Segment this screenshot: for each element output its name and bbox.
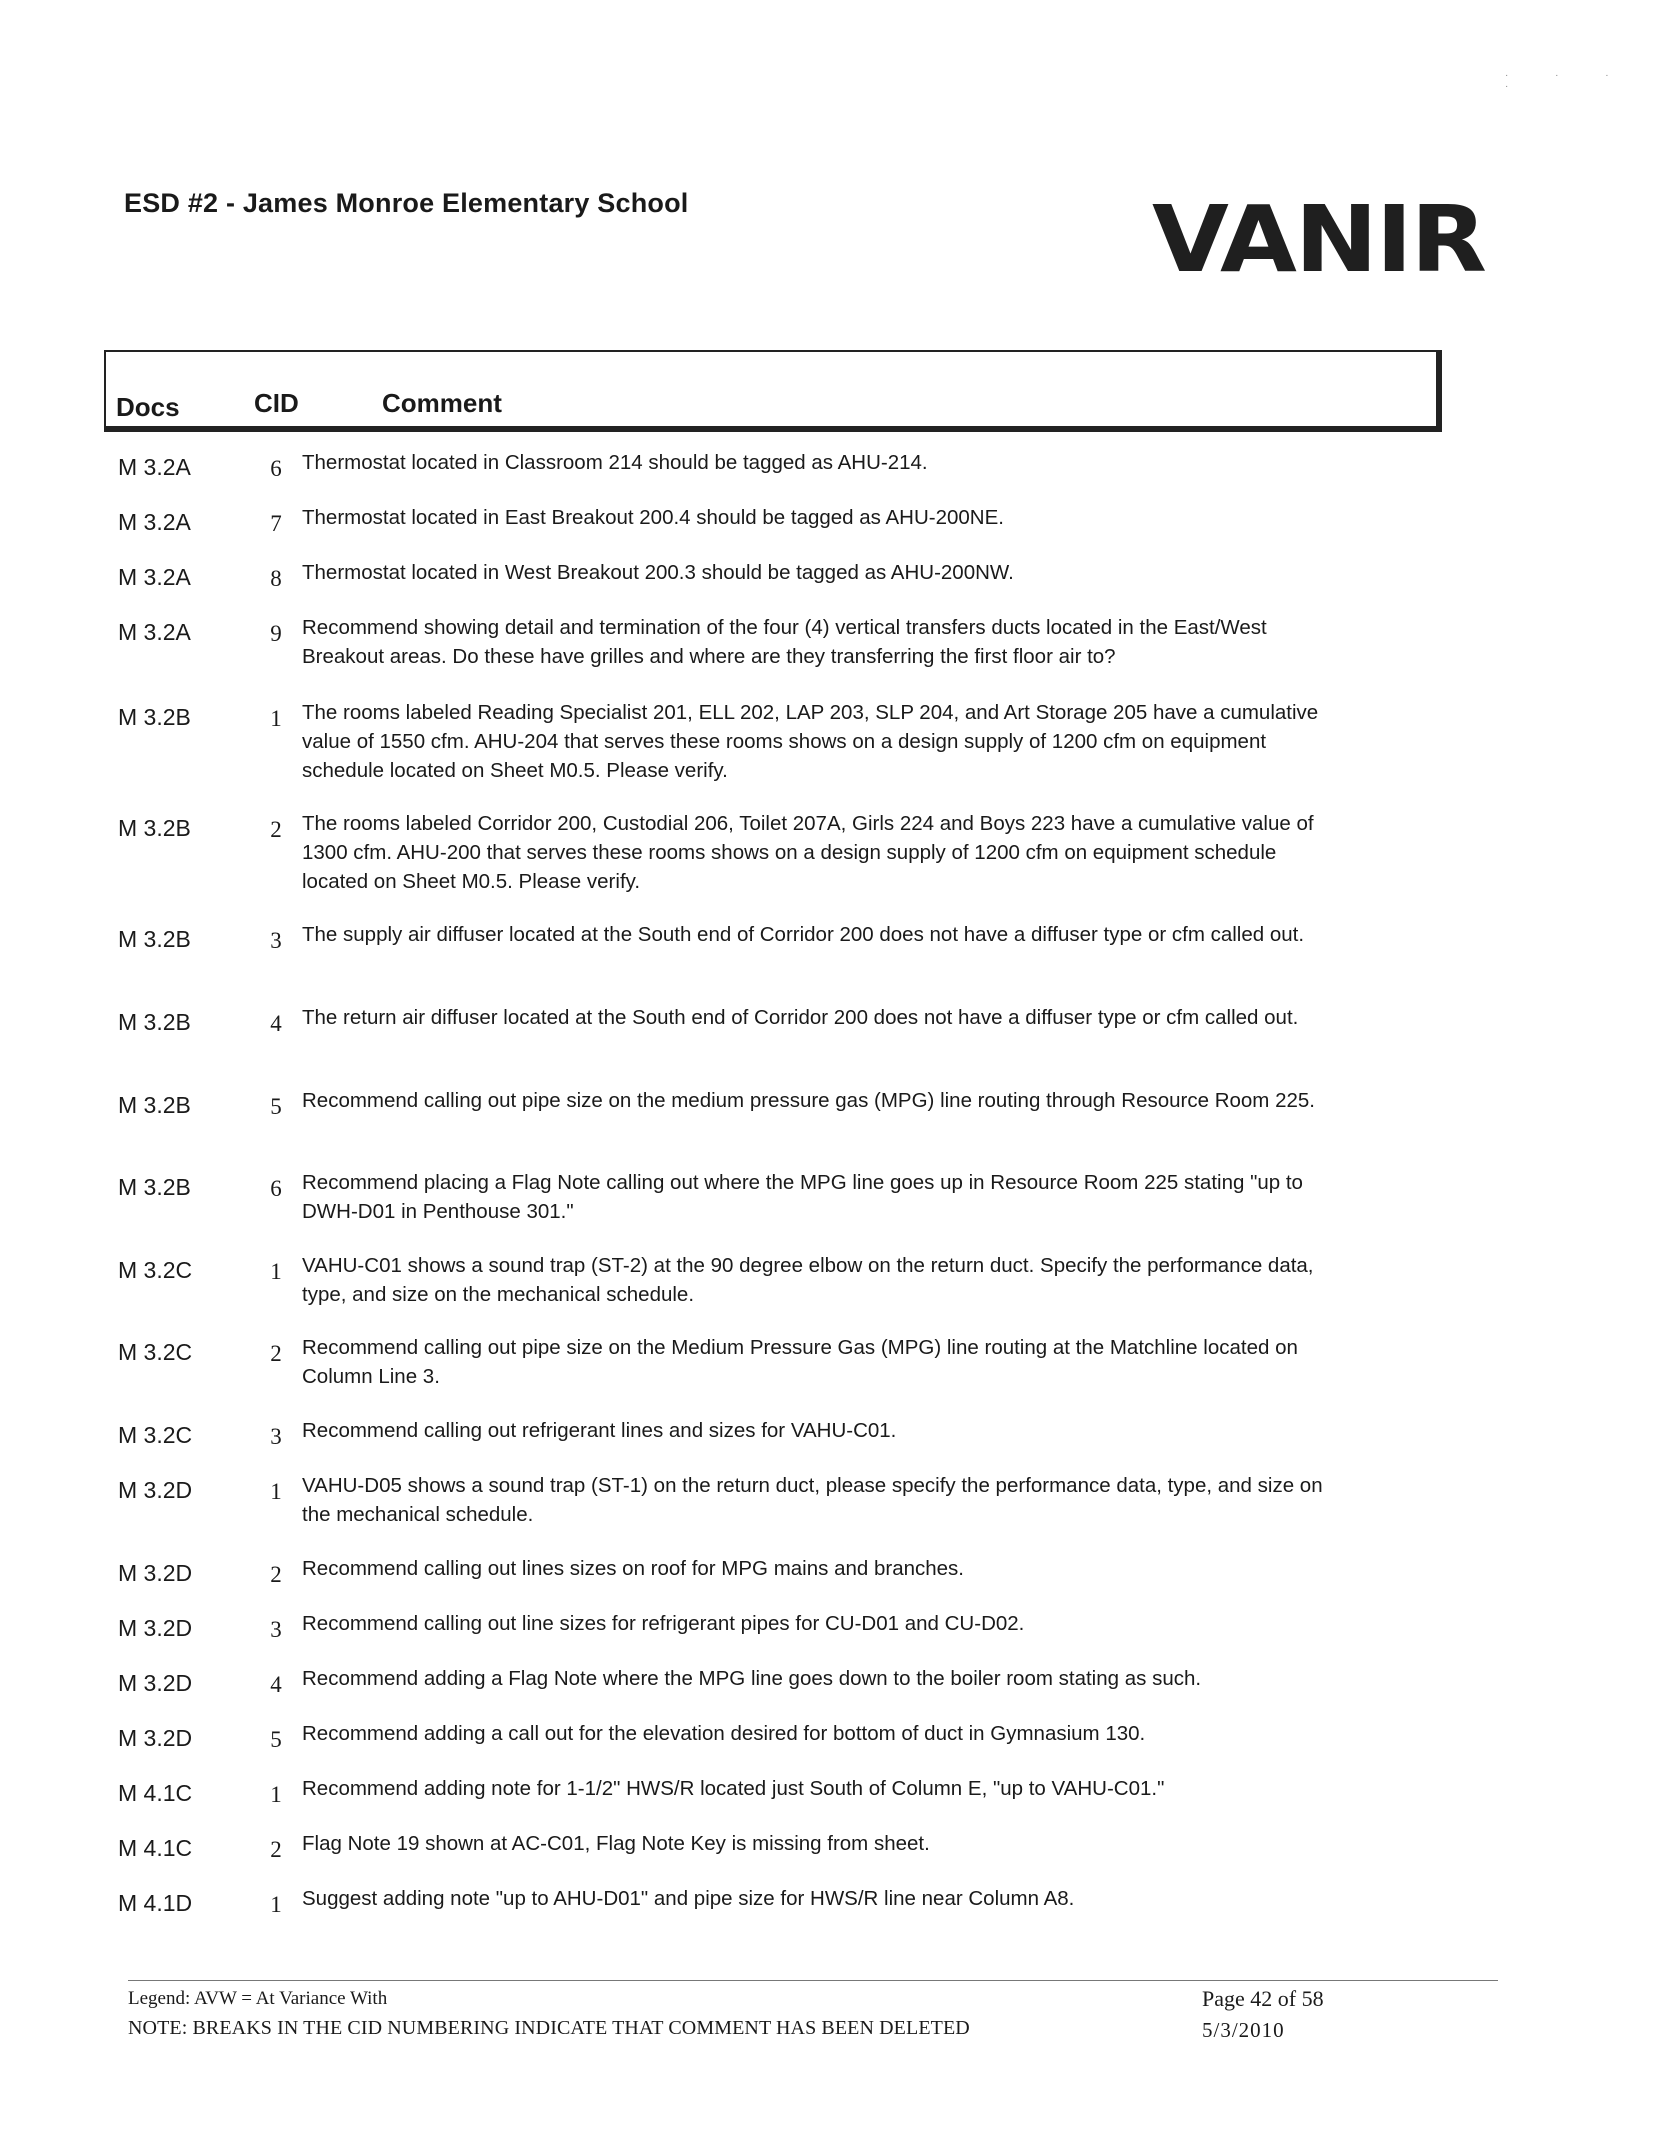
row-cid: 3: [270, 1424, 282, 1449]
row-doc: M 4.1D: [118, 1890, 193, 1916]
row-cid: 6: [270, 456, 282, 481]
row-comment: VAHU-D05 shows a sound trap (ST-1) on the return duct, please specify the performance data, type, and size on the mechanical schedule.: [302, 1474, 1323, 1526]
row-doc: M 3.2C: [118, 1339, 193, 1365]
row-comment: Recommend calling out lines sizes on roof for MPG mains and branches.: [302, 1557, 965, 1580]
row-comment: Recommend placing a Flag Note calling out where the MPG line goes up in Resource Room 225 stating "up to DWH-D01 in Penthouse 301.": [302, 1171, 1303, 1223]
row-comment: Recommend calling out pipe size on the medium pressure gas (MPG) line routing through Resource Room 225.: [302, 1089, 1315, 1112]
row-doc: M 3.2B: [118, 815, 191, 841]
row-comment: The rooms labeled Reading Specialist 201, ELL 202, LAP 203, SLP 204, and Art Storage 205 have a cumulative value of 1550 cfm. AHU-204 that serves these rooms shows on a design supply of 1200 cfm on equipment schedule located on Sheet M0.5. Please verify.: [302, 701, 1319, 782]
row-cid: 4: [270, 1672, 282, 1697]
row-doc: M 3.2B: [118, 1009, 191, 1035]
row-doc: M 3.2B: [118, 926, 191, 952]
row-comment: Suggest adding note "up to AHU-D01" and pipe size for HWS/R line near Column A8.: [302, 1887, 1075, 1910]
row-cid: 1: [270, 1892, 282, 1917]
row-doc: M 3.2A: [118, 509, 191, 535]
row-cid: 7: [270, 511, 282, 536]
row-cid: 2: [270, 817, 282, 842]
footer-legend: Legend: AVW = At Variance With: [128, 1988, 388, 2009]
row-cid: 2: [270, 1837, 282, 1862]
row-doc: M 3.2A: [118, 564, 191, 590]
row-cid: 1: [270, 1259, 282, 1284]
row-comment: Flag Note 19 shown at AC-C01, Flag Note Key is missing from sheet.: [302, 1832, 930, 1855]
document-title: ESD #2 - James Monroe Elementary School: [124, 188, 689, 218]
row-cid: 2: [270, 1341, 282, 1366]
row-doc: M 3.2B: [118, 704, 191, 730]
document-date: 5/3/2010: [1202, 2018, 1285, 2042]
row-cid: 3: [270, 1617, 282, 1642]
row-cid: 1: [270, 1782, 282, 1807]
row-doc: M 3.2D: [118, 1477, 193, 1503]
row-comment: Thermostat located in East Breakout 200.4 should be tagged as AHU-200NE.: [302, 506, 1004, 529]
row-doc: M 4.1C: [118, 1780, 193, 1806]
row-cid: 3: [270, 928, 282, 953]
table-header: [104, 350, 1442, 432]
row-comment: Recommend adding note for 1-1/2" HWS/R located just South of Column E, "up to VAHU-C01.": [302, 1777, 1165, 1800]
row-cid: 8: [270, 566, 282, 591]
row-doc: M 3.2D: [118, 1725, 193, 1751]
row-cid: 5: [270, 1727, 282, 1752]
column-header-cid: CID: [254, 388, 299, 418]
row-comment: Recommend calling out line sizes for refrigerant pipes for CU-D01 and CU-D02.: [302, 1612, 1025, 1635]
row-doc: M 3.2A: [118, 619, 191, 645]
row-doc: M 3.2D: [118, 1670, 193, 1696]
scan-marks: · · · ·: [1505, 70, 1631, 92]
row-comment: Recommend adding a Flag Note where the MPG line goes down to the boiler room stating as such.: [302, 1667, 1202, 1690]
row-doc: M 4.1C: [118, 1835, 193, 1861]
row-comment: Recommend adding a call out for the elevation desired for bottom of duct in Gymnasium 130.: [302, 1722, 1146, 1745]
row-doc: M 3.2A: [118, 454, 191, 480]
column-header-docs: Docs: [116, 392, 180, 422]
vanir-logo: VANIR: [1152, 186, 1485, 293]
footer-divider: [128, 1980, 1498, 1981]
row-comment: The supply air diffuser located at the South end of Corridor 200 does not have a diffuser type or cfm called out.: [302, 923, 1305, 946]
row-cid: 1: [270, 706, 282, 731]
row-comment: Recommend showing detail and termination of the four (4) vertical transfers ducts located in the East/West Breakout areas. Do these have grilles and where are they transferring the first floor air to?: [302, 616, 1267, 668]
row-cid: 9: [270, 621, 282, 646]
row-doc: M 3.2C: [118, 1257, 193, 1283]
row-comment: Thermostat located in West Breakout 200.3 should be tagged as AHU-200NW.: [302, 561, 1014, 584]
row-doc: M 3.2B: [118, 1092, 191, 1118]
row-comment: Recommend calling out pipe size on the Medium Pressure Gas (MPG) line routing at the Matchline located on Column Line 3.: [302, 1336, 1298, 1388]
row-doc: M 3.2D: [118, 1560, 193, 1586]
column-header-comment: Comment: [382, 388, 502, 418]
row-doc: M 3.2C: [118, 1422, 193, 1448]
row-cid: 4: [270, 1011, 282, 1036]
row-cid: 6: [270, 1176, 282, 1201]
row-comment: Recommend calling out refrigerant lines and sizes for VAHU-C01.: [302, 1419, 897, 1442]
row-comment: The return air diffuser located at the South end of Corridor 200 does not have a diffuser type or cfm called out.: [302, 1006, 1299, 1029]
row-cid: 1: [270, 1479, 282, 1504]
row-comment: Thermostat located in Classroom 214 should be tagged as AHU-214.: [302, 451, 928, 474]
footer-note: NOTE: BREAKS IN THE CID NUMBERING INDICATE THAT COMMENT HAS BEEN DELETED: [128, 2017, 970, 2039]
row-cid: 5: [270, 1094, 282, 1119]
row-doc: M 3.2D: [118, 1615, 193, 1641]
row-comment: The rooms labeled Corridor 200, Custodial 206, Toilet 207A, Girls 224 and Boys 223 have a cumulative value of 1300 cfm. AHU-200 that serves these rooms shows on a design supply of 1200 cfm on equipment schedule located on Sheet M0.5. Please verify.: [302, 812, 1314, 893]
page-number: Page 42 of 58: [1202, 1986, 1324, 2011]
row-cid: 2: [270, 1562, 282, 1587]
row-comment: VAHU-C01 shows a sound trap (ST-2) at the 90 degree elbow on the return duct. Specify the performance data, type, and size on the mechanical schedule.: [302, 1254, 1314, 1306]
row-doc: M 3.2B: [118, 1174, 191, 1200]
